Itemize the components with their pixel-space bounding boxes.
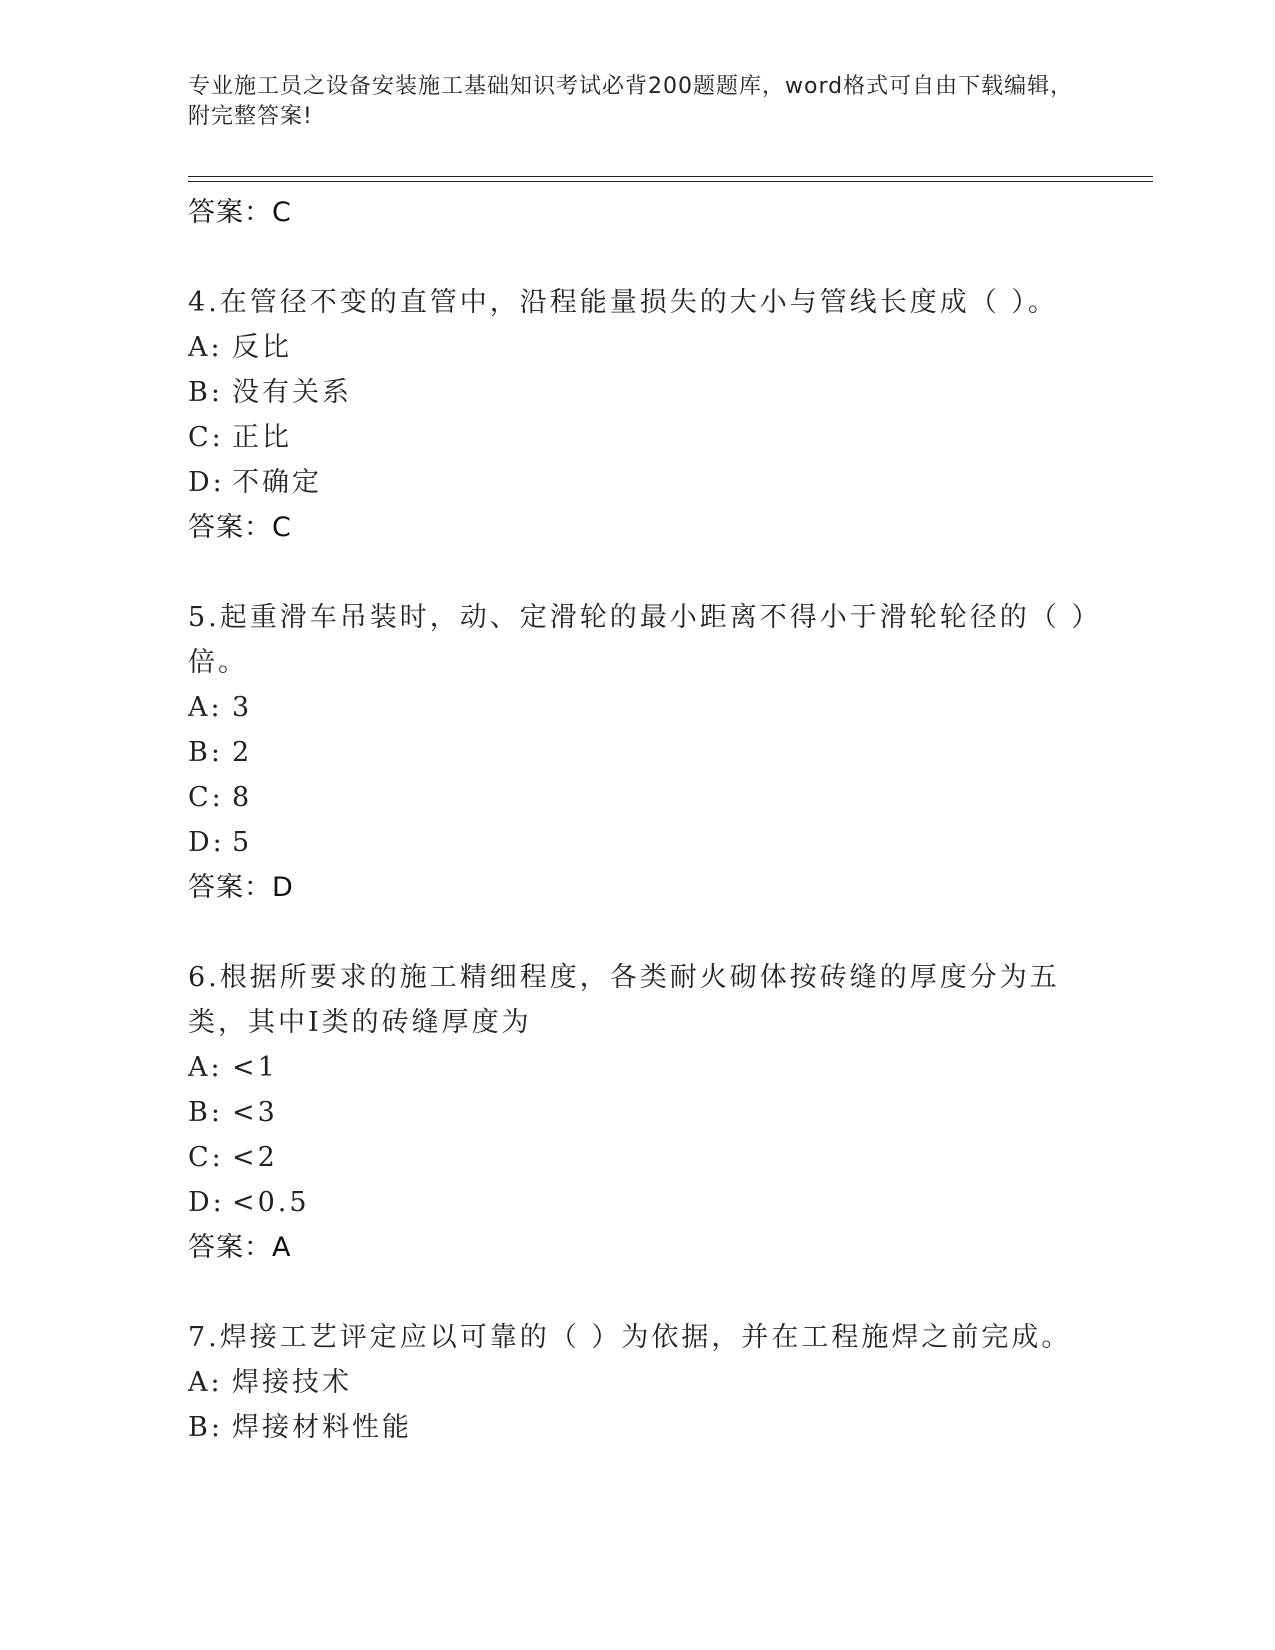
option-text: 不确定 xyxy=(232,467,322,498)
question-text: 7.焊接工艺评定应以可靠的（ ）为依据，并在工程施焊之前完成。 xyxy=(188,1322,1072,1353)
option-letter: C: xyxy=(188,422,224,453)
question-list xyxy=(188,190,1088,1450)
option-d xyxy=(188,1180,1088,1225)
option-text: <2 xyxy=(232,1142,278,1173)
option-text: 3 xyxy=(232,692,253,723)
document-header: 专业施工员之设备安装施工基础知识考试必背200题题库，word格式可自由下载编辑，附完整答案! xyxy=(188,74,1074,129)
option-a xyxy=(188,685,1088,730)
spacer xyxy=(188,235,1088,280)
header-divider-bottom xyxy=(188,181,1153,182)
answer-line: 答案：D xyxy=(188,872,294,903)
previous-answer: 答案：C xyxy=(188,197,292,228)
option-text: 没有关系 xyxy=(232,377,352,408)
option-text: 焊接材料性能 xyxy=(232,1412,412,1443)
option-letter: B: xyxy=(188,1412,223,1443)
option-letter: D: xyxy=(188,1187,225,1218)
option-a xyxy=(188,1360,1088,1405)
spacer xyxy=(188,910,1088,955)
option-b xyxy=(188,730,1088,775)
option-letter: C: xyxy=(188,1142,224,1173)
option-text: <3 xyxy=(232,1097,278,1128)
option-a xyxy=(188,325,1088,370)
spacer xyxy=(188,550,1088,595)
option-letter: D: xyxy=(188,827,225,858)
option-letter: B: xyxy=(188,377,223,408)
question-block xyxy=(188,595,1088,910)
option-b xyxy=(188,370,1088,415)
option-letter: B: xyxy=(188,1097,223,1128)
header-divider-top xyxy=(188,176,1153,177)
option-b xyxy=(188,1405,1088,1450)
option-c xyxy=(188,415,1088,460)
question-text: 6.根据所要求的施工精细程度，各类耐火砌体按砖缝的厚度分为五类，其中I类的砖缝厚度为 xyxy=(188,962,1060,1038)
spacer xyxy=(188,1270,1088,1315)
option-c xyxy=(188,775,1088,820)
option-text: <1 xyxy=(232,1052,278,1083)
option-a xyxy=(188,1045,1088,1090)
option-letter: B: xyxy=(188,737,223,768)
option-text: 8 xyxy=(232,782,253,813)
question-text: 4.在管径不变的直管中，沿程能量损失的大小与管线长度成（ ）。 xyxy=(188,287,1058,318)
question-block xyxy=(188,280,1088,550)
option-letter: A: xyxy=(188,332,223,363)
answer-line: 答案：C xyxy=(188,512,292,543)
question-block xyxy=(188,1315,1088,1450)
option-text: 2 xyxy=(232,737,253,768)
option-b xyxy=(188,1090,1088,1135)
option-d xyxy=(188,460,1088,505)
option-letter: C: xyxy=(188,782,224,813)
option-letter: D: xyxy=(188,467,225,498)
option-text: 反比 xyxy=(232,332,292,363)
option-text: 5 xyxy=(232,827,253,858)
option-letter: A: xyxy=(188,1367,223,1398)
option-letter: A: xyxy=(188,1052,223,1083)
option-d xyxy=(188,820,1088,865)
option-c xyxy=(188,1135,1088,1180)
answer-line: 答案：A xyxy=(188,1232,292,1263)
question-text: 5.起重滑车吊装时，动、定滑轮的最小距离不得小于滑轮轮径的（ ）倍。 xyxy=(188,602,1088,678)
option-letter: A: xyxy=(188,692,223,723)
option-text: <0.5 xyxy=(232,1187,310,1218)
option-text: 正比 xyxy=(232,422,292,453)
option-text: 焊接技术 xyxy=(232,1367,352,1398)
question-block xyxy=(188,955,1088,1270)
